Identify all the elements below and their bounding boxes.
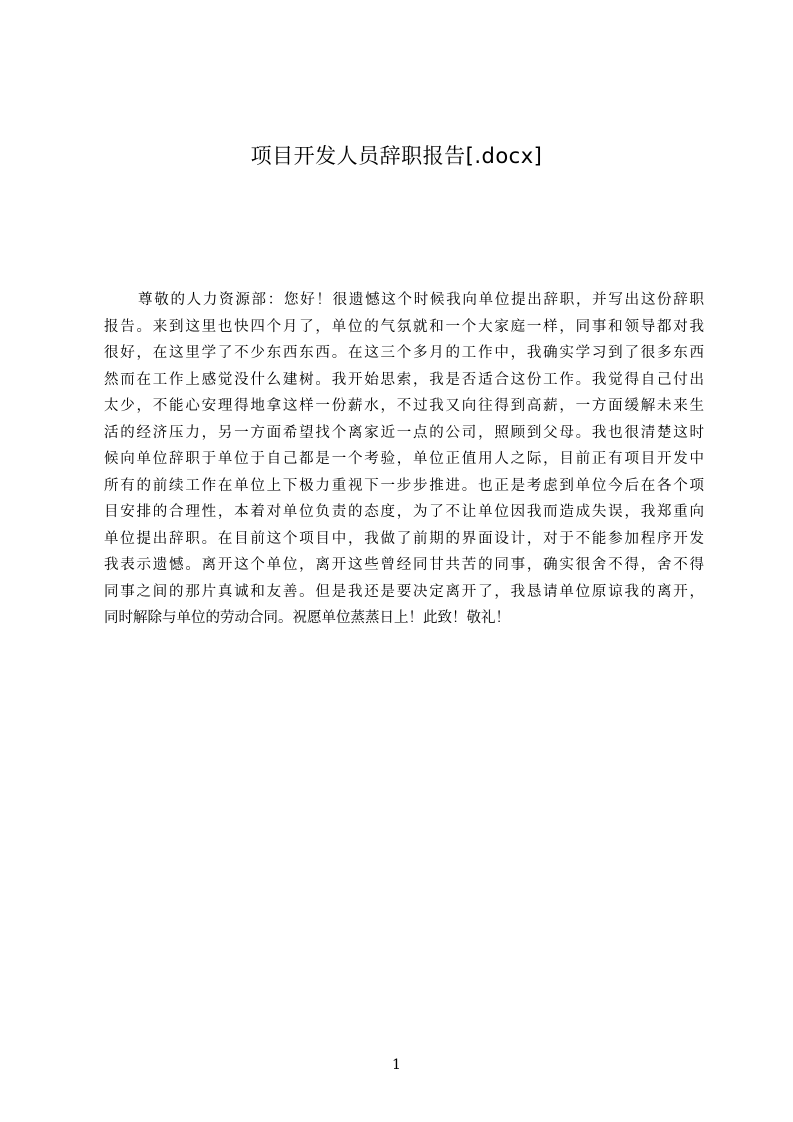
body-line: 然而在工作上感觉没什么建树。我开始思索，我是否适合这份工作。我觉得自己付出	[104, 371, 704, 388]
body-line: 报告。来到这里也快四个月了，单位的气氛就和一个大家庭一样，同事和领导都对我	[104, 318, 704, 335]
body-line: 同事之间的那片真诚和友善。但是我还是要决定离开了，我恳请单位原谅我的离开，	[104, 583, 704, 600]
body-line: 候向单位辞职于单位于自己都是一个考验，单位正值用人之际，目前正有项目开发中	[104, 451, 704, 467]
body-line: 尊敬的人力资源部：您好！很遗憾这个时候我向单位提出辞职，并写出这份辞职	[138, 292, 704, 308]
body-line: 我表示遗憾。离开这个单位，离开这些曾经同甘共苦的同事，确实很舍不得，舍不得	[104, 557, 704, 573]
body-line: 同时解除与单位的劳动合同。祝愿单位蒸蒸日上！此致！敬礼！	[104, 610, 510, 626]
document-title: 项目开发人员辞职报告[.docx]	[250, 144, 543, 168]
body-line: 目安排的合理性，本着对单位负责的态度，为了不让单位因我而造成失误，我郑重向	[104, 504, 704, 520]
body-line: 活的经济压力，另一方面希望找个离家近一点的公司，照顾到父母。我也很清楚这时	[104, 424, 704, 441]
document-body	[104, 287, 704, 632]
body-line: 很好，在这里学了不少东西东西。在这三个多月的工作中，我确实学习到了很多东西	[104, 345, 704, 361]
body-line: 太少，不能心安理得地拿这样一份薪水，不过我又向往得到高薪，一方面缓解未来生	[104, 398, 704, 414]
page-number: 1	[392, 1057, 401, 1073]
body-line: 单位提出辞职。在目前这个项目中，我做了前期的界面设计，对于不能参加程序开发	[104, 530, 704, 547]
body-line: 所有的前续工作在单位上下极力重视下一步步推进。也正是考虑到单位今后在各个项	[104, 477, 704, 494]
